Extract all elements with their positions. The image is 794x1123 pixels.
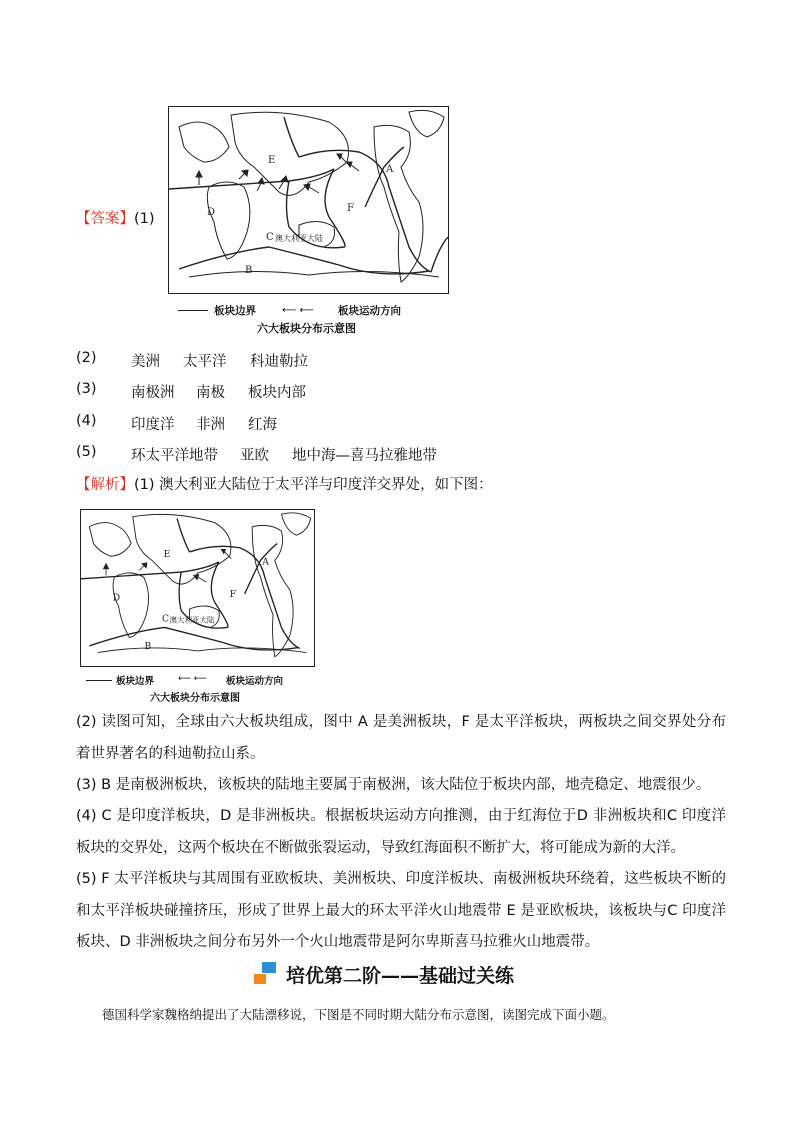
australia-label: 澳大利亚大陆 <box>275 234 323 243</box>
plate-label-b: B <box>245 265 253 276</box>
map-2-legend-boundary-label: 板块边界 <box>116 676 155 687</box>
map-2-plate-label-d: D <box>112 592 121 604</box>
section-intro: 德国科学家魏格纳提出了大陆漂移说，下图是不同时期大陆分布示意图，读图完成下面小题。 <box>102 1007 615 1022</box>
answer-row-5: (5) 环太平洋地带 亚欧 地中海—喜马拉雅地带 <box>76 444 437 464</box>
map-2-legend-direction-label: 板块运动方向 <box>226 676 284 687</box>
plate-map-2 <box>80 509 315 667</box>
answer-row-2: (2) 美洲 太平洋 科迪勒拉 <box>76 350 308 370</box>
map-2-australia-label: 澳大利亚大陆 <box>169 615 215 625</box>
analysis-q1-text: (1) 澳大利亚大陆位于太平洋与印度洋交界处，如下图： <box>134 477 493 493</box>
plate-label-f: F <box>347 203 354 214</box>
answer-row-3: (3) 南极洲 南极 板块内部 <box>76 381 306 401</box>
analysis-paragraph-2: (2) 读图可知，全球由六大板块组成，图中 A 是美洲板块，F 是太平洋板块，两板块之间交界处分布着世界著名的科迪勒拉山系。 <box>76 714 726 762</box>
answer-label-line <box>76 209 155 229</box>
map-2-legend <box>86 673 326 687</box>
answer-label: 【答案】 <box>76 211 134 227</box>
legend-boundary-label: 板块边界 <box>214 305 256 317</box>
plate-map-1-drawing <box>169 107 448 293</box>
answer-row-4: (4) 印度洋 非洲 红海 <box>76 413 277 433</box>
plate-label-e: E <box>268 155 276 166</box>
map-2-plate-label-b: B <box>144 641 152 653</box>
map-1-legend <box>178 303 468 317</box>
map-2-plate-label-e: E <box>163 548 171 560</box>
direction-arrow-icon: ⟵ ⟵ <box>282 305 314 316</box>
answer-q1-number: (1) <box>134 211 155 227</box>
plate-label-d: D <box>207 207 216 218</box>
plate-map-1 <box>168 106 449 294</box>
legend-direction-label: 板块运动方向 <box>338 305 401 317</box>
map-2-plate-label-f: F <box>229 589 237 601</box>
map-2-caption: 六大板块分布示意图 <box>150 693 240 704</box>
analysis-paragraph-5: (5) F 太平洋板块与其周围有亚欧板块、美洲板块、印度洋板块、南极洲板块环绕着，这些板块不断的和太平洋板块碰撞挤压，形成了世界上最大的环太平洋火山地震带 E 是亚欧板块，该板块与C 印度洋板块、D 非洲板块之间分布另外一个火山地震带是阿尔卑斯喜马拉雅火山地震带。 <box>76 871 726 950</box>
section-title: 培优第二阶——基础过关练 <box>286 965 515 987</box>
map-2-boundary-line-symbol <box>86 680 112 681</box>
section-icon <box>252 960 280 986</box>
plate-label-a: A <box>386 164 394 175</box>
map-2-direction-arrow-icon: ⟵ ⟵ <box>178 674 207 684</box>
section-icon-blue-block <box>262 962 276 973</box>
map-1-caption: 六大板块分布示意图 <box>257 322 356 335</box>
plate-map-2-drawing <box>81 510 314 666</box>
section-icon-orange-block <box>254 974 266 984</box>
map-2-plate-label-a: A <box>262 556 269 568</box>
boundary-line-symbol <box>178 310 208 311</box>
map-2-plate-label-c: C <box>162 613 170 625</box>
plate-label-c: C <box>266 232 274 243</box>
analysis-paragraph-3: (3) B 是南极洲板块，该板块的陆地主要属于南极洲，该大陆位于板块内部，地壳稳定、地震很少。 <box>76 777 711 793</box>
analysis-paragraph-4: (4) C 是印度洋板块，D 是非洲板块。根据板块运动方向推测，由于红海位于D 非洲板块和C 印度洋板块的交界处，这两个板块在不断做张裂运动，导致红海面积不断扩大，将可能成为新的大洋。 <box>76 808 726 856</box>
analysis-line-1 <box>76 475 493 495</box>
analysis-label: 【解析】 <box>76 477 134 493</box>
